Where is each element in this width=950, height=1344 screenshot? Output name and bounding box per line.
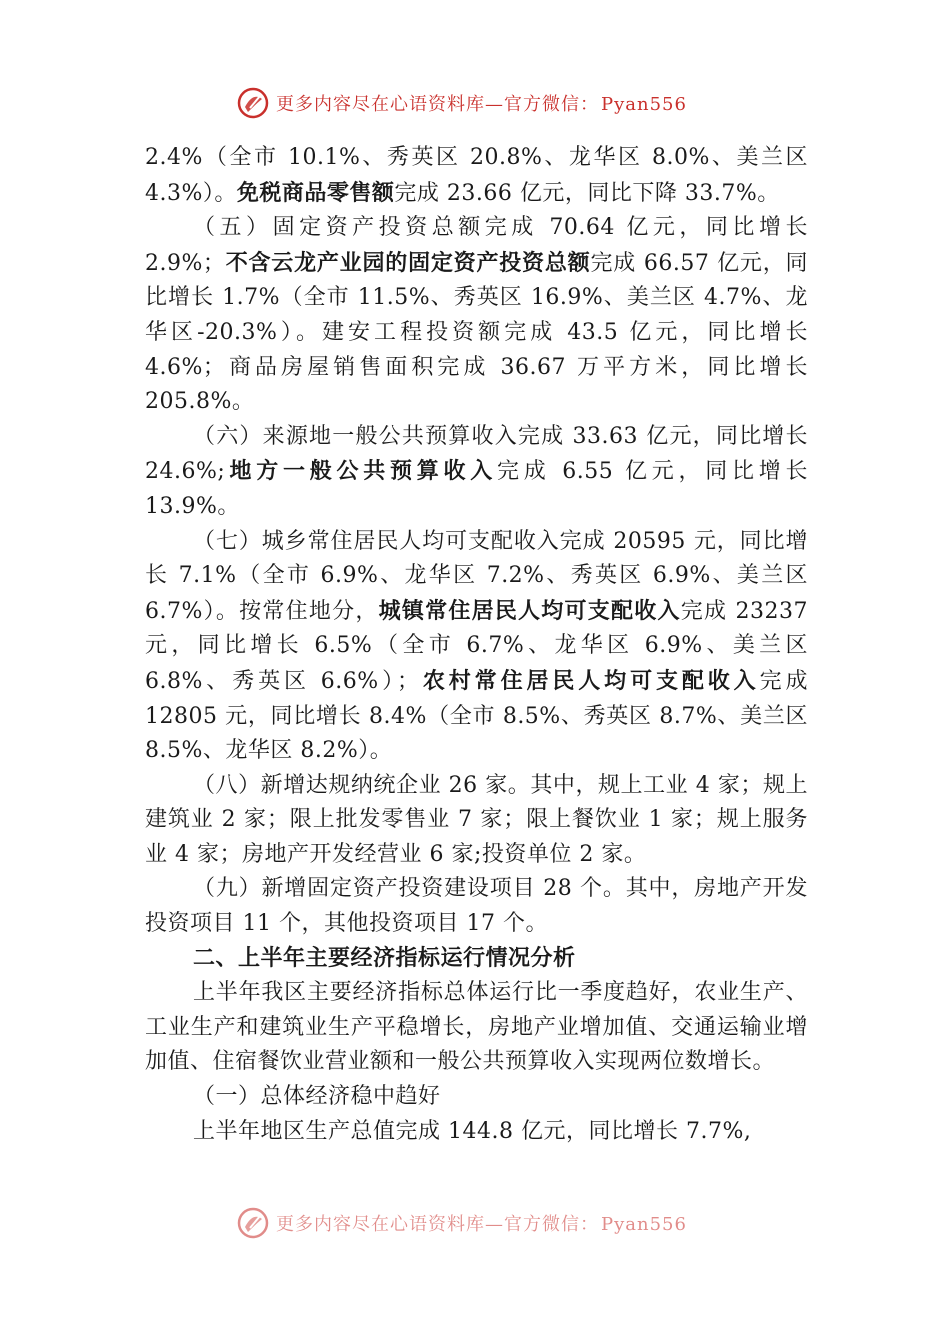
subsection-heading: （一）总体经济稳中趋好 — [193, 1084, 441, 1110]
watermark-text: 更多内容尽在心语资料库—官方微信： Pyan556 — [276, 94, 687, 115]
paragraph-budget: （六）来源地一般公共预算收入完成 33.63 亿元，同比增长 24.6%;地方一般公共预算收入完成 6.55 亿元，同比增长 13.9%。 — [145, 423, 808, 519]
paragraph-enterprises: （八）新增达规纳统企业 26 家。其中，规上工业 4 家；规上建筑业 2 家；限上批发零售业 7 家；限上餐饮业 1 家；规上服务业 4 家；房地产开发经营业 6 家;投资单位 2 家。 — [145, 772, 808, 867]
logo-icon — [236, 86, 270, 120]
paragraph-projects: （九）新增固定资产投资建设项目 28 个。其中，房地产开发投资项目 11 个，其他投资项目 17 个。 — [145, 876, 808, 937]
watermark-bottom — [236, 1206, 687, 1240]
watermark-text: 更多内容尽在心语资料库—官方微信： Pyan556 — [276, 1214, 687, 1235]
section-heading: 二、上半年主要经济指标运行情况分析 — [193, 945, 576, 971]
paragraph-income: （七）城乡常住居民人均可支配收入完成 20595 元，同比增长 7.1%（全市 6.9%、龙华区 7.2%、秀英区 6.9%、美兰区 6.7%）。按常住地分，城镇常住居民人均可支配收入完成 23237 元，同比增长 6.5%（全市 6.7%、龙华区 6.9%、美兰区 6.8%、秀英区 6.6%）；农村常住居民人均可支配收入完成 12805 元，同比增长 8.4%（全市 8.5%、秀英区 8.7%、美兰区 8.5%、龙华区 8.2%）。 — [145, 528, 808, 764]
paragraph-retail: 2.4%（全市 10.1%、秀英区 20.8%、龙华区 8.0%、美兰区 4.3%）。免税商品零售额完成 23.66 亿元，同比下降 33.7%。 — [145, 145, 808, 206]
logo-icon — [236, 1206, 270, 1240]
paragraph-investment: （五）固定资产投资总额完成 70.64 亿元，同比增长 2.9%；不含云龙产业园的固定资产投资总额完成 66.57 亿元，同比增长 1.7%（全市 11.5%、秀英区 16.9%、美兰区 4.7%、龙华区-20.3%）。建安工程投资额完成 43.5 亿元，同比增长 4.6%；商品房屋销售面积完成 36.67 万平方米，同比增长 205.8%。 — [145, 215, 808, 415]
paragraph-analysis: 上半年我区主要经济指标总体运行比一季度趋好，农业生产、工业生产和建筑业生产平稳增长，房地产业增加值、交通运输业增加值、住宿餐饮业营业额和一般公共预算收入实现两位数增长。 — [145, 980, 808, 1075]
watermark-top — [236, 86, 687, 120]
document-body — [145, 141, 808, 1149]
paragraph-gdp: 上半年地区生产总值完成 144.8 亿元，同比增长 7.7%, — [193, 1118, 752, 1144]
